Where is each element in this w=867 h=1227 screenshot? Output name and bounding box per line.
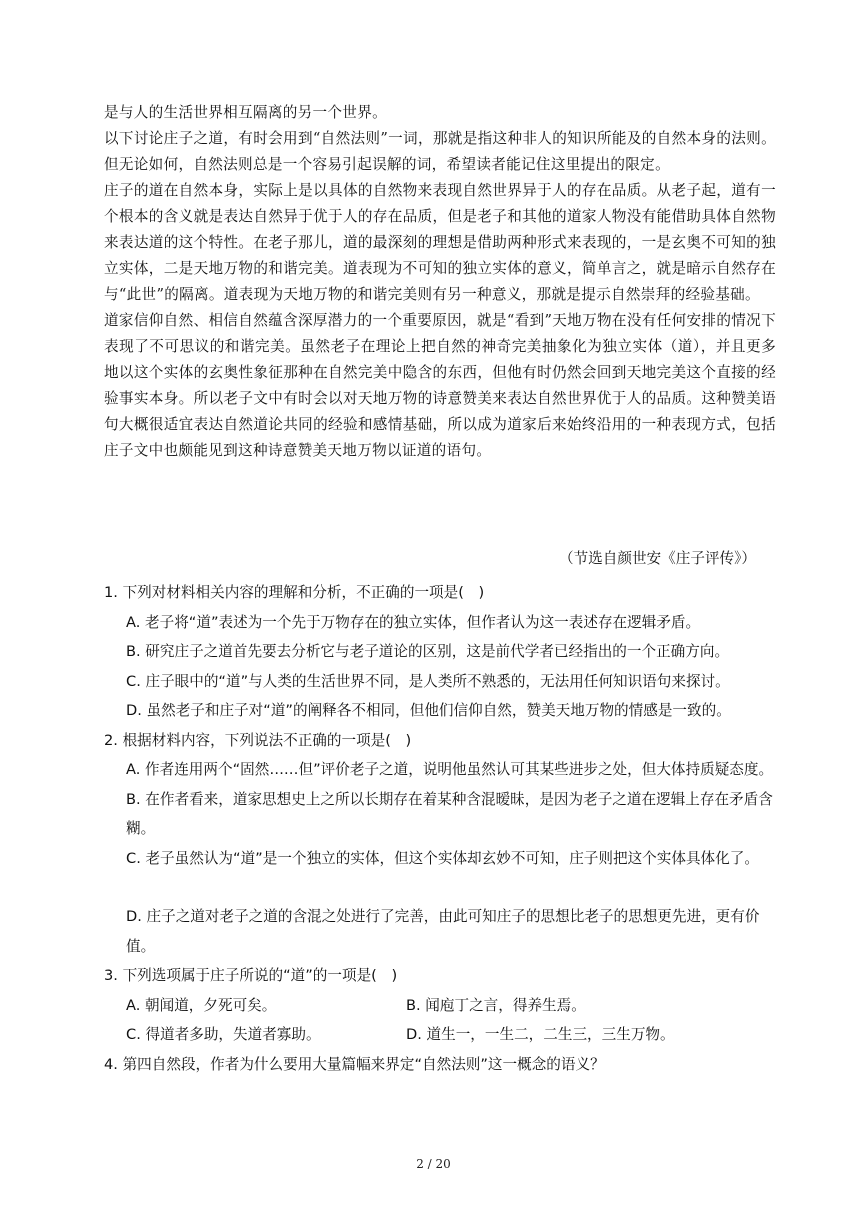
question-2-option-a: A. 作者连用两个“固然……但”评价老子之道，说明他虽然认可其某些进步之处，但大体持质疑态度。	[126, 761, 774, 778]
question-3-option-b: B. 闻庖丁之言，得养生焉。	[406, 996, 586, 1014]
question-2-option-c: C. 老子虽然认为“道”是一个独立的实体，但这个实体却玄妙不可知，庄子则把这个实体具体化了。	[126, 849, 759, 867]
question-1-option-c: C. 庄子眼中的“道”与人类的生活世界不同，是人类所不熟悉的，无法用任何知识语句来探讨。	[126, 672, 730, 690]
passage-paragraph: 以下讨论庄子之道，有时会用到“自然法则”一词，那就是指这种非人的知识所能及的自然本身的法则。但无论如何，自然法则总是一个容易引起误解的词，希望读者能记住这里提出的限定。	[104, 130, 776, 173]
passage-paragraph: 道家信仰自然、相信自然蕴含深厚潜力的一个重要原因，就是“看到”天地万物在没有任何安排的情况下表现了不可思议的和谐完美。虽然老子在理论上把自然的神奇完美抽象化为独立实体（道），并且更多地以这个实体的玄奥性象征那种在自然完美中隐含的东西，但他有时仍然会回到天地完美这个直接的经验事实本身。所以老子文中有时会以对天地万物的诗意赞美来表达自然世界优于人的品质。这种赞美语句大概很适宜表达自然道论共同的经验和感情基础，所以成为道家后来始终沿用的一种表现方式，包括庄子文中也颇能见到这种诗意赞美天地万物以证道的语句。	[104, 312, 776, 459]
question-3-stem: 3. 下列选项属于庄子所说的“道”的一项是( )	[104, 967, 398, 984]
question-1-stem: 1. 下列对材料相关内容的理解和分析，不正确的一项是( )	[104, 584, 485, 601]
question-1-option-b: B. 研究庄子之道首先要去分析它与老子道论的区别，这是前代学者已经指出的一个正确方向。	[126, 643, 730, 660]
question-1-option-d: D. 虽然老子和庄子对“道”的阐释各不相同，但他们信仰自然，赞美天地万物的情感是一致的。	[126, 702, 731, 719]
question-3-options-row-1	[104, 991, 776, 1021]
question-3-options-row-2	[104, 1020, 776, 1050]
question-2-option-d: D. 庄子之道对老子之道的含混之处进行了完善，由此可知庄子的思想比老子的思想更先进，更有价值。	[126, 908, 760, 955]
page-number: 2 / 20	[416, 1157, 451, 1171]
question-3-option-d: D. 道生一，一生二，二生三，三生万物。	[406, 1026, 675, 1043]
question-2-option-b: B. 在作者看来，道家思想史上之所以长期存在着某种含混暧昧，是因为老子之道在逻辑上存在矛盾含糊。	[126, 790, 773, 837]
reading-passage	[104, 100, 776, 464]
question-3-option-a: A. 朝闻道，夕死可矣。	[126, 996, 277, 1014]
question-4-stem: 4. 第四自然段，作者为什么要用大量篇幅来界定“自然法则”这一概念的语义？	[104, 1055, 605, 1073]
passage-paragraph: 庄子的道在自然本身，实际上是以具体的自然物来表现自然世界异于人的存在品质。从老子起，道有一个根本的含义就是表达自然异于优于人的存在品质，但是老子和其他的道家人物没有能借助具体自然物来表达道的这个特性。在老子那儿，道的最深刻的理想是借助两种形式来表现的，一是玄奥不可知的独立实体，二是天地万物的和谐完美。道表现为不可知的独立实体的意义，简单言之，就是暗示自然存在与“此世”的隔离。道表现为天地万物的和谐完美则有另一种意义，那就是提示自然崇拜的经验基础。	[104, 182, 776, 303]
question-1-option-a: A. 老子将“道”表述为一个先于万物存在的独立实体，但作者认为这一表述存在逻辑矛盾。	[126, 613, 701, 631]
passage-source: （节选自颜世安《庄子评传》）	[558, 550, 756, 567]
question-2-stem: 2. 根据材料内容，下列说法不正确的一项是( )	[104, 731, 412, 749]
passage-paragraph: 是与人的生活世界相互隔离的另一个世界。	[104, 104, 387, 121]
questions-section	[104, 578, 776, 1079]
question-3-option-c: C. 得道者多助，失道者寡助。	[126, 1026, 321, 1043]
